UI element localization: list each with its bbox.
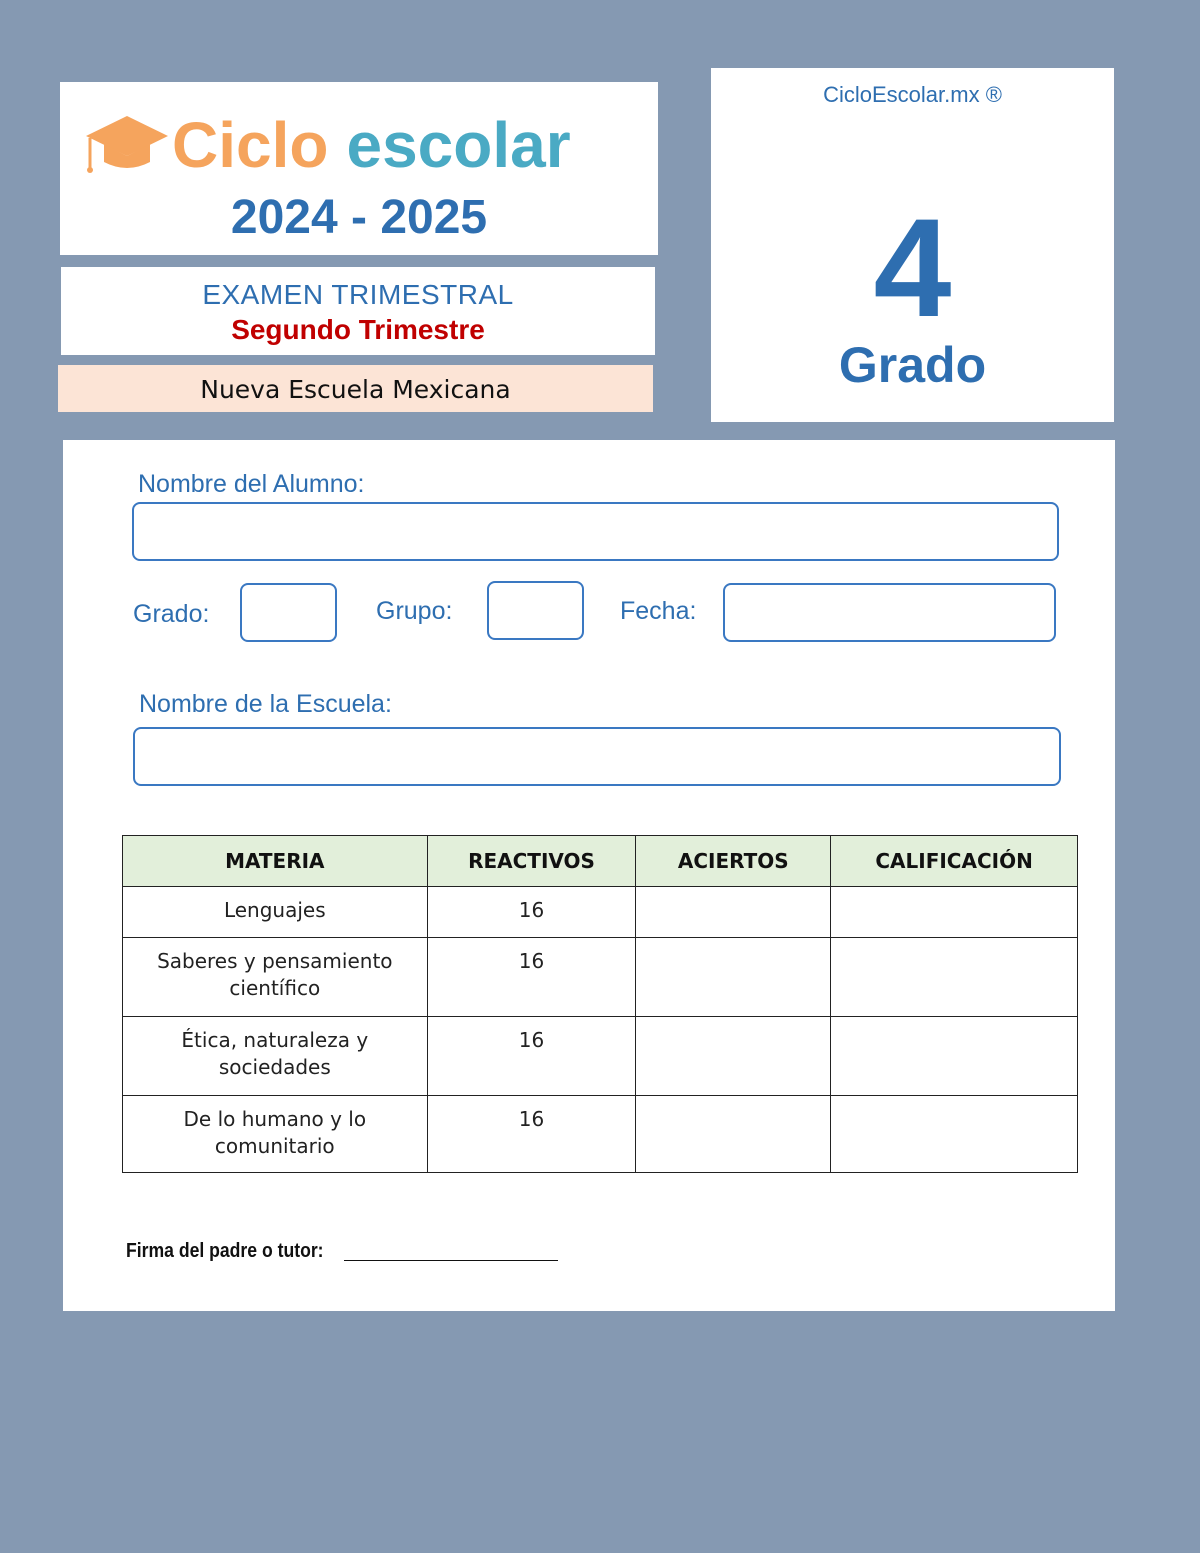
grade-card [711, 68, 1114, 422]
table-row [123, 1096, 1078, 1173]
cell-reactivos: 16 [427, 938, 636, 1017]
table-header-row [123, 836, 1078, 887]
brand-word-escolar: escolar [346, 109, 571, 181]
cell-reactivos: 16 [427, 1017, 636, 1096]
school-name-label: Nombre de la Escuela: [139, 690, 392, 718]
cell-materia: De lo humano y lo comunitario [123, 1096, 428, 1173]
table-row [123, 887, 1078, 938]
cell-materia: Lenguajes [123, 887, 428, 938]
grade-field[interactable] [240, 583, 337, 642]
group-field[interactable] [487, 581, 584, 640]
brand-word-ciclo: Ciclo [172, 109, 329, 181]
exam-panel [61, 267, 655, 355]
header-calificacion: CALIFICACIÓN [831, 836, 1078, 887]
cell-calificacion[interactable] [831, 887, 1078, 938]
cell-aciertos[interactable] [636, 1096, 831, 1173]
scores-table [122, 835, 1078, 1173]
logo-panel [60, 82, 658, 255]
cell-materia: Saberes y pensamiento científico [123, 938, 428, 1017]
cell-calificacion[interactable] [831, 1096, 1078, 1173]
cell-reactivos: 16 [427, 1096, 636, 1173]
program-band [58, 365, 653, 412]
cell-materia: Ética, naturaleza y sociedades [123, 1017, 428, 1096]
cell-aciertos[interactable] [636, 1017, 831, 1096]
group-label: Grupo: [376, 597, 453, 625]
table-row [123, 938, 1078, 1017]
table-row [123, 1017, 1078, 1096]
header-reactivos: REACTIVOS [427, 836, 636, 887]
program-label: Nueva Escuela Mexicana [200, 375, 511, 404]
school-name-field[interactable] [133, 727, 1061, 786]
cell-calificacion[interactable] [831, 1017, 1078, 1096]
signature-area [126, 1240, 558, 1263]
site-label: CicloEscolar.mx ® [823, 82, 1002, 107]
exam-subtitle: Segundo Trimestre [231, 314, 485, 345]
cell-aciertos[interactable] [636, 938, 831, 1017]
cell-aciertos[interactable] [636, 887, 831, 938]
cell-calificacion[interactable] [831, 938, 1078, 1017]
header-aciertos: ACIERTOS [636, 836, 831, 887]
brand-logo [82, 110, 571, 180]
student-name-field[interactable] [132, 502, 1059, 561]
student-name-label: Nombre del Alumno: [138, 470, 365, 498]
graduation-cap-icon [82, 108, 172, 182]
student-form [63, 440, 1115, 1311]
cell-reactivos: 16 [427, 887, 636, 938]
signature-label: Firma del padre o tutor: [126, 1240, 324, 1262]
grade-number: 4 [873, 189, 952, 346]
grade-label: Grado: [133, 600, 210, 628]
exam-title: EXAMEN TRIMESTRAL [202, 279, 514, 310]
date-field[interactable] [723, 583, 1056, 642]
grade-word: Grado [838, 337, 987, 393]
header-materia: MATERIA [123, 836, 428, 887]
signature-line[interactable] [344, 1260, 558, 1261]
school-year: 2024 - 2025 [230, 191, 488, 244]
date-label: Fecha: [620, 597, 697, 625]
